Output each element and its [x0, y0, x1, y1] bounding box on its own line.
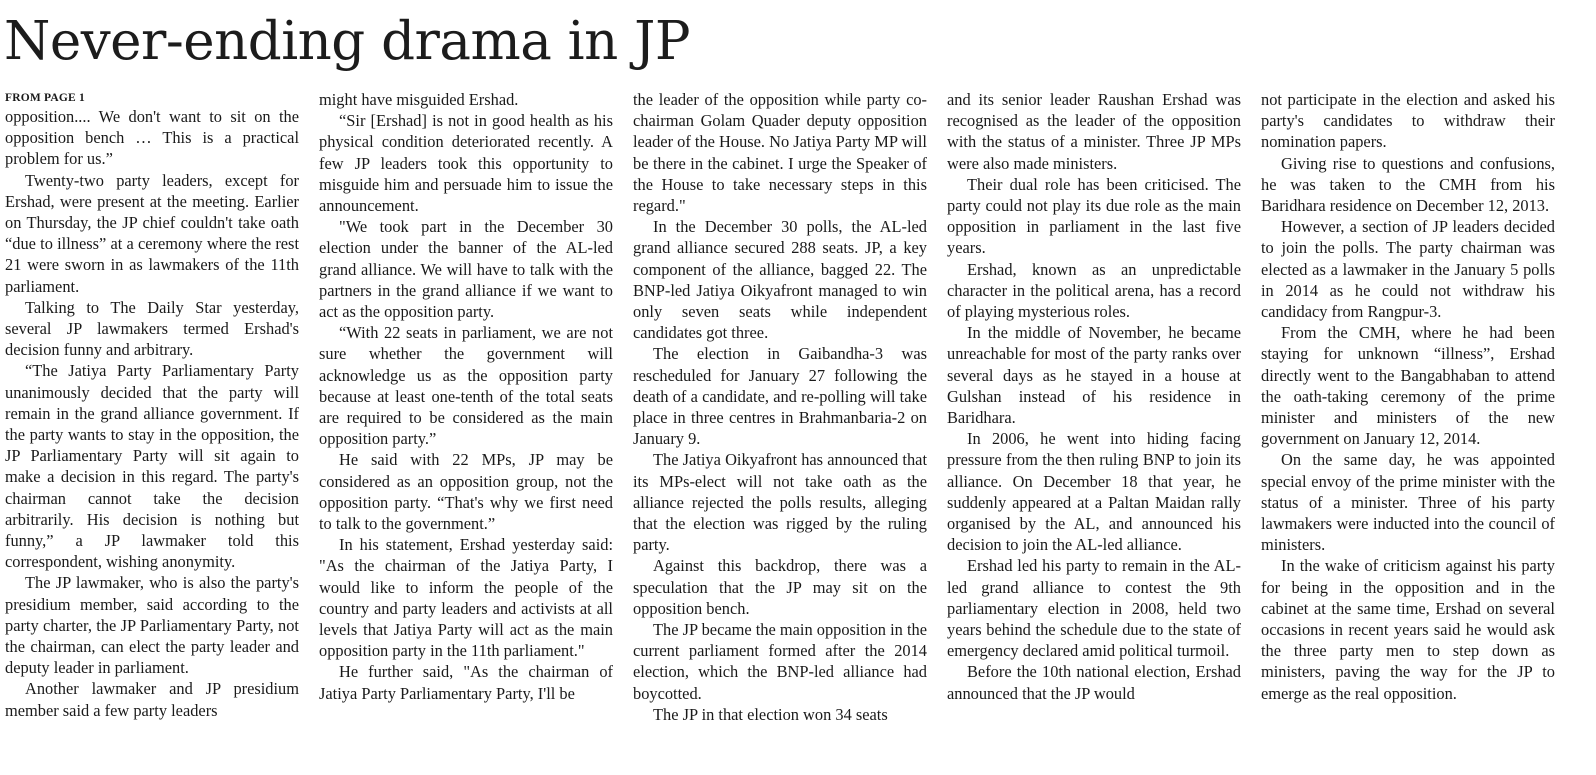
paragraph: On the same day, he was appointed special envoy of the prime minister with the status of a minister. Three of his party lawmakers were inducted into the council of ministers. [1261, 450, 1555, 555]
paragraph: Twenty-two party leaders, except for Ershad, were present at the meeting. Earlier on Thursday, the JP chief couldn't take oath “due to illness” at a ceremony where the rest 21 were sworn in as lawmakers of the 11th parliament. [5, 170, 299, 296]
column-2 [319, 89, 613, 771]
paragraph: The JP became the main opposition in the current parliament formed after the 2014 election, which the BNP-led alliance had boycotted. [633, 620, 927, 703]
paragraph: He further said, "As the chairman of Jatiya Party Parliamentary Party, I'll be [319, 662, 613, 703]
column-5 [1261, 89, 1555, 771]
paragraph: In 2006, he went into hiding facing pressure from the then ruling BNP to join its alliance. On December 18 that year, he suddenly appeared at a Paltan Maidan rally organised by the AL, and announced his decision to join the AL-led alliance. [947, 429, 1241, 555]
column-4 [947, 89, 1241, 771]
paragraph: Their dual role has been criticised. The party could not play its due role as the main opposition in parliament in the last five years. [947, 174, 1241, 258]
paragraph: “Sir [Ershad] is not in good health as his physical condition deteriorated recently. A few JP leaders took this opportunity to misguide him and persuade him to issue the announcement. [319, 111, 613, 216]
paragraph: Talking to The Daily Star yesterday, several JP lawmakers termed Ershad's decision funny and arbitrary. [5, 297, 299, 360]
paragraph: Ershad, known as an unpredictable character in the political arena, has a record of playing mysterious roles. [947, 259, 1241, 322]
paragraph: The election in Gaibandha-3 was rescheduled for January 27 following the death of a candidate, and re-polling will take place in three centres in Brahmanbaria-2 on January 9. [633, 344, 927, 449]
paragraph: From the CMH, where he had been staying for unknown “illness”, Ershad directly went to the Bangabhaban to attend the oath-taking ceremony of the prime minister and ministers of the new government on January 12, 2014. [1261, 323, 1555, 449]
paragraph: “With 22 seats in parliament, we are not sure whether the government will acknowledge us as the opposition party because at least one-tenth of the total seats are required to be considered as the main opposition party.” [319, 323, 613, 449]
paragraph: In the December 30 polls, the AL-led grand alliance secured 288 seats. JP, a key component of the alliance, bagged 22. The BNP-led Jatiya Oikyafront managed to win only seven seats while independent candidates got three. [633, 217, 927, 343]
paragraph: However, a section of JP leaders decided to join the polls. The party chairman was elected as a lawmaker in the January 5 polls in 2014 as he could not withdraw his candidacy from Rangpur-3. [1261, 217, 1555, 322]
paragraph: In the wake of criticism against his party for being in the opposition and in the cabinet at the same time, Ershad on several occasions in recent years said he would ask the three party men to step down as ministers, paving the way for the JP to emerge as the real opposition. [1261, 556, 1555, 703]
paragraph: Before the 10th national election, Ershad announced that the JP would [947, 662, 1241, 703]
paragraph: The JP lawmaker, who is also the party's presidium member, said according to the party charter, the JP Parliamentary Party, not the chairman, can elect the party leader and deputy leader in parliament. [5, 573, 299, 678]
paragraph: Another lawmaker and JP presidium member said a few party leaders [5, 679, 299, 720]
paragraph: opposition.... We don't want to sit on the opposition bench … This is a practical problem for us.” [5, 107, 299, 169]
paragraph: The JP in that election won 34 seats [653, 704, 888, 724]
paragraph: In his statement, Ershad yesterday said: "As the chairman of the Jatiya Party, I would like to inform the people of the country and party leaders and activists at all levels that Jatiya Party will act as the main opposition party in the 11th parliament." [319, 535, 613, 661]
paragraph: Ershad led his party to remain in the AL-led grand alliance to contest the 9th parliamentary election in 2008, held two years behind the schedule due to the state of emergency declared amid political turmoil. [947, 556, 1241, 661]
paragraph: not participate in the election and asked his party's candidates to withdraw their nomination papers. [1261, 90, 1555, 152]
paragraph: He said with 22 MPs, JP may be considered as an opposition group, not the opposition party. “That's why we first need to talk to the government.” [319, 450, 613, 534]
paragraph: the leader of the opposition while party co-chairman Golam Quader deputy opposition leader of the House. No Jatiya Party MP will be there in the cabinet. I urge the Speaker of the House to take necessary steps in this regard." [633, 90, 927, 216]
paragraph: "We took part in the December 30 election under the banner of the AL-led grand alliance. We will have to talk with the partners in the grand alliance if we want to act as the opposition party. [319, 217, 613, 322]
kicker-from-page: FROM PAGE 1 [5, 92, 85, 104]
column-1 [5, 89, 299, 771]
article-body [5, 89, 1557, 771]
paragraph: might have misguided Ershad. [319, 90, 519, 109]
column-3 [633, 89, 927, 771]
paragraph: Giving rise to questions and confusions, he was taken to the CMH from his Baridhara residence on December 12, 2013. [1261, 153, 1555, 216]
paragraph: Against this backdrop, there was a speculation that the JP may sit on the opposition bench. [633, 556, 927, 618]
headline: Never-ending drama in JP [4, 11, 690, 72]
paragraph: In the middle of November, he became unreachable for most of the party ranks over several days as he stayed in a house at Gulshan instead of his residence in Baridhara. [947, 323, 1241, 428]
paragraph: and its senior leader Raushan Ershad was recognised as the leader of the opposition with the status of a minister. Three JP MPs were also made ministers. [947, 90, 1241, 173]
paragraph: “The Jatiya Party Parliamentary Party unanimously decided that the party will remain in the grand alliance government. If the party wants to stay in the opposition, the JP Parliamentary Party will sit again to make a decision in this regard. The party's chairman cannot take the decision arbitrarily. His decision is nothing but funny,” a JP lawmaker told this correspondent, wishing anonymity. [5, 361, 299, 572]
paragraph: The Jatiya Oikyafront has announced that its MPs-elect will not take oath as the alliance rejected the polls results, alleging that the election was rigged by the ruling party. [633, 450, 927, 555]
